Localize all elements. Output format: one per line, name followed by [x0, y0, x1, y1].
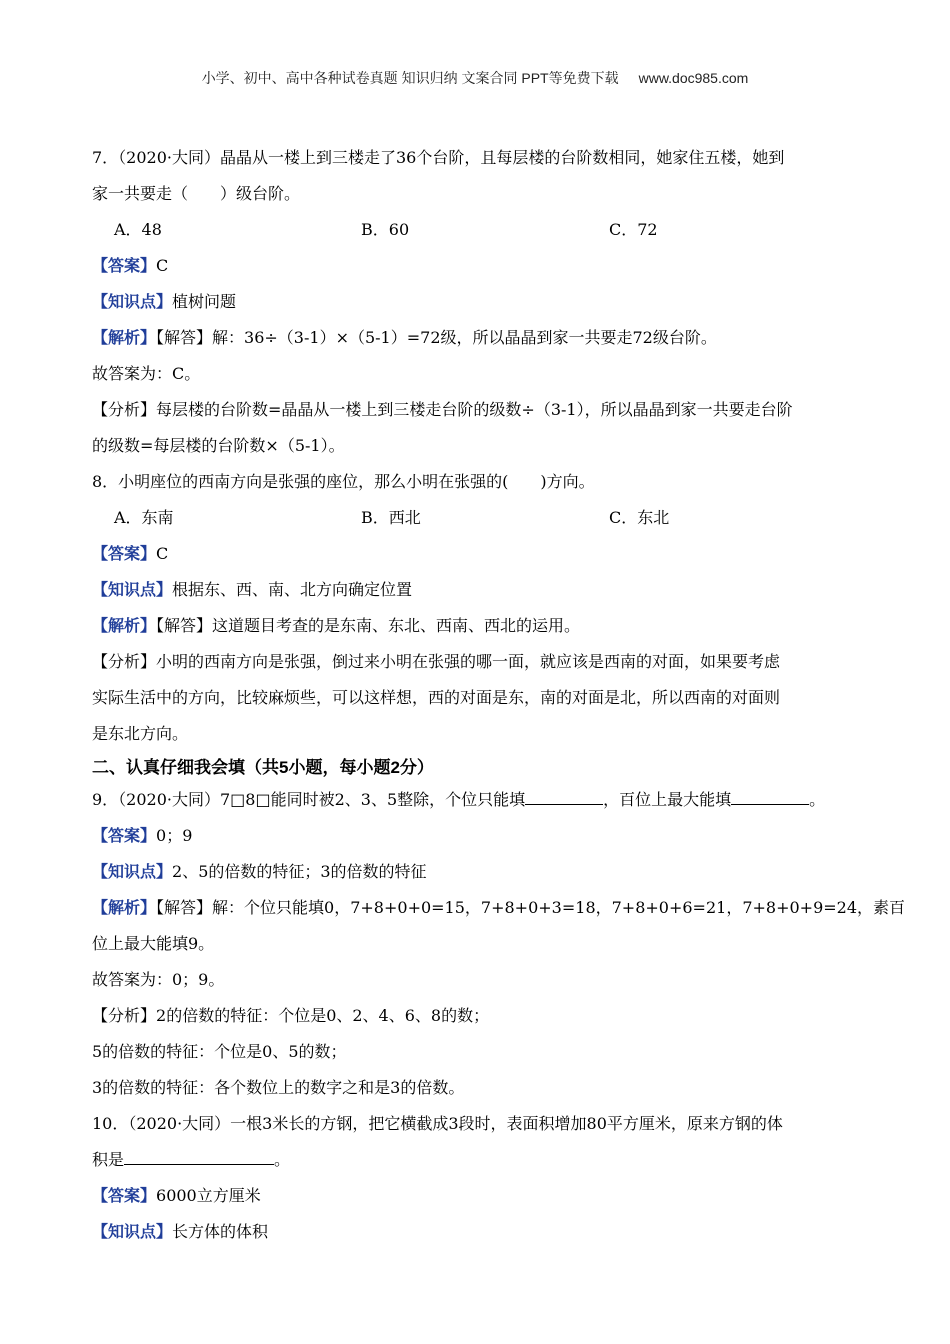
q10-answer [92, 1178, 862, 1214]
q8-solution [92, 608, 862, 644]
q7-stem-line1: 7．（2020·大同）晶晶从一楼上到三楼走了36个台阶，且每层楼的台阶数相同，她家住五楼，她到 [92, 148, 785, 167]
fenxi-tag: 【分析】 [92, 1006, 157, 1025]
q7-knowledge [92, 284, 862, 320]
q8-knowledge-value: 根据东、西、南、北方向确定位置 [172, 580, 413, 599]
answer-tag: 【答案】 [92, 1186, 157, 1205]
answer-tag: 【答案】 [92, 256, 157, 275]
q10-knowledge-value: 长方体的体积 [172, 1222, 269, 1241]
q10-stem-part2: 积是 [92, 1150, 125, 1169]
fenxi-tag: 【分析】 [92, 400, 157, 419]
q8-stem: 8．小明座位的西南方向是张强的座位，那么小明在张强的( )方向。 [92, 472, 595, 491]
q7-conclusion: 故答案为：C。 [92, 364, 201, 383]
q9-solution-line2: 位上最大能填9。 [92, 934, 215, 953]
knowledge-tag: 【知识点】 [92, 580, 173, 599]
q7-option-b: B．60 [361, 220, 410, 239]
q8-option-a: A．东南 [114, 508, 174, 527]
q8-answer [92, 536, 862, 572]
solution-tag: 【解答】 [156, 328, 213, 347]
header-text: 小学、初中、高中各种试卷真题 知识归纳 文案合同 PPT等免费下载 [201, 70, 619, 86]
q8-option-b: B．西北 [361, 508, 421, 527]
q7-answer-value: C [156, 256, 169, 275]
q9-knowledge [92, 854, 862, 890]
answer-tag: 【答案】 [92, 544, 157, 563]
q8-analysis-text1: 小明的西南方向是张强，倒过来小明在张强的哪一面，就应该是西南的对面，如果要考虑 [156, 652, 781, 671]
q9-analysis-line3: 3的倍数的特征：各个数位上的数字之和是3的倍数。 [92, 1078, 465, 1097]
q9-analysis-text1: 2的倍数的特征：个位是0、2、4、6、8的数； [156, 1006, 490, 1025]
q10-stem-part3: 。 [274, 1150, 291, 1169]
q9-answer-value: 0；9 [156, 826, 193, 845]
q9-conclusion: 故答案为：0；9。 [92, 970, 225, 989]
q8-options [92, 500, 862, 536]
q8-option-c: C．东北 [609, 508, 670, 527]
q7-knowledge-value: 植树问题 [172, 292, 237, 311]
q10-stem-line2 [92, 1142, 862, 1178]
q9-stem-part1: 9．（2020·大同）7□8□能同时被2、3、5整除，个位只能填 [92, 790, 526, 809]
q7-options [92, 212, 862, 248]
analysis-tag: 【解析】 [92, 898, 157, 917]
q7-option-c: C．72 [609, 220, 658, 239]
q7-solution-text: 解：36÷（3-1）×（5-1）=72级，所以晶晶到家一共要走72级台阶。 [212, 328, 717, 347]
knowledge-tag: 【知识点】 [92, 862, 173, 881]
q9-blank-1 [525, 788, 603, 805]
header-site[interactable]: www.doc985.com [638, 70, 749, 86]
analysis-tag: 【解析】 [92, 616, 157, 635]
q9-stem-part2: ，百位上最大能填 [603, 790, 732, 809]
q8-analysis-line1 [92, 644, 862, 680]
q7-analysis-text1: 每层楼的台阶数=晶晶从一楼上到三楼走台阶的级数÷（3-1），所以晶晶到家一共要走台阶 [156, 400, 793, 419]
q10-blank [124, 1148, 274, 1165]
solution-tag: 【解答】 [156, 898, 213, 917]
q7-analysis-line2: 的级数=每层楼的台阶数×（5-1）。 [92, 436, 345, 455]
q8-solution-text: 这道题目考查的是东南、东北、西南、西北的运用。 [212, 616, 581, 635]
q7-option-a: A．48 [114, 220, 162, 239]
q9-solution-line1 [92, 890, 906, 926]
q10-answer-value: 6000立方厘米 [156, 1186, 261, 1205]
q8-knowledge [92, 572, 862, 608]
document-body [92, 140, 906, 1250]
q9-answer [92, 818, 862, 854]
analysis-tag: 【解析】 [92, 328, 157, 347]
knowledge-tag: 【知识点】 [92, 1222, 173, 1241]
q7-solution [92, 320, 862, 356]
answer-tag: 【答案】 [92, 826, 157, 845]
section-title: 二、认真仔细我会填（共5小题，每小题2分） [92, 758, 434, 777]
q10-knowledge [92, 1214, 862, 1250]
q7-stem-line2: 家一共要走（ ）级台阶。 [92, 184, 301, 203]
q9-stem-part3: 。 [809, 790, 826, 809]
q9-stem [92, 782, 862, 818]
q9-analysis-line1 [92, 998, 862, 1034]
solution-tag: 【解答】 [156, 616, 213, 635]
q7-answer [92, 248, 862, 284]
q9-solution-text1: 解：个位只能填0，7+8+0+0=15，7+8+0+3=18，7+8+0+6=21，7+8+0+9=24，素百 [212, 898, 906, 917]
q9-knowledge-value: 2、5的倍数的特征；3的倍数的特征 [172, 862, 427, 881]
q10-stem-line1: 10．（2020·大同）一根3米长的方钢，把它横截成3段时，表面积增加80平方厘米，原来方钢的体 [92, 1114, 783, 1133]
q8-analysis-line2: 实际生活中的方向，比较麻烦些，可以这样想，西的对面是东，南的对面是北，所以西南的对面则 [92, 688, 781, 707]
q8-analysis-line3: 是东北方向。 [92, 724, 189, 743]
q9-blank-2 [731, 788, 809, 805]
q8-answer-value: C [156, 544, 169, 563]
page-header [0, 68, 950, 88]
q7-analysis-line1 [92, 392, 862, 428]
fenxi-tag: 【分析】 [92, 652, 157, 671]
knowledge-tag: 【知识点】 [92, 292, 173, 311]
q9-analysis-line2: 5的倍数的特征：个位是0、5的数； [92, 1042, 347, 1061]
